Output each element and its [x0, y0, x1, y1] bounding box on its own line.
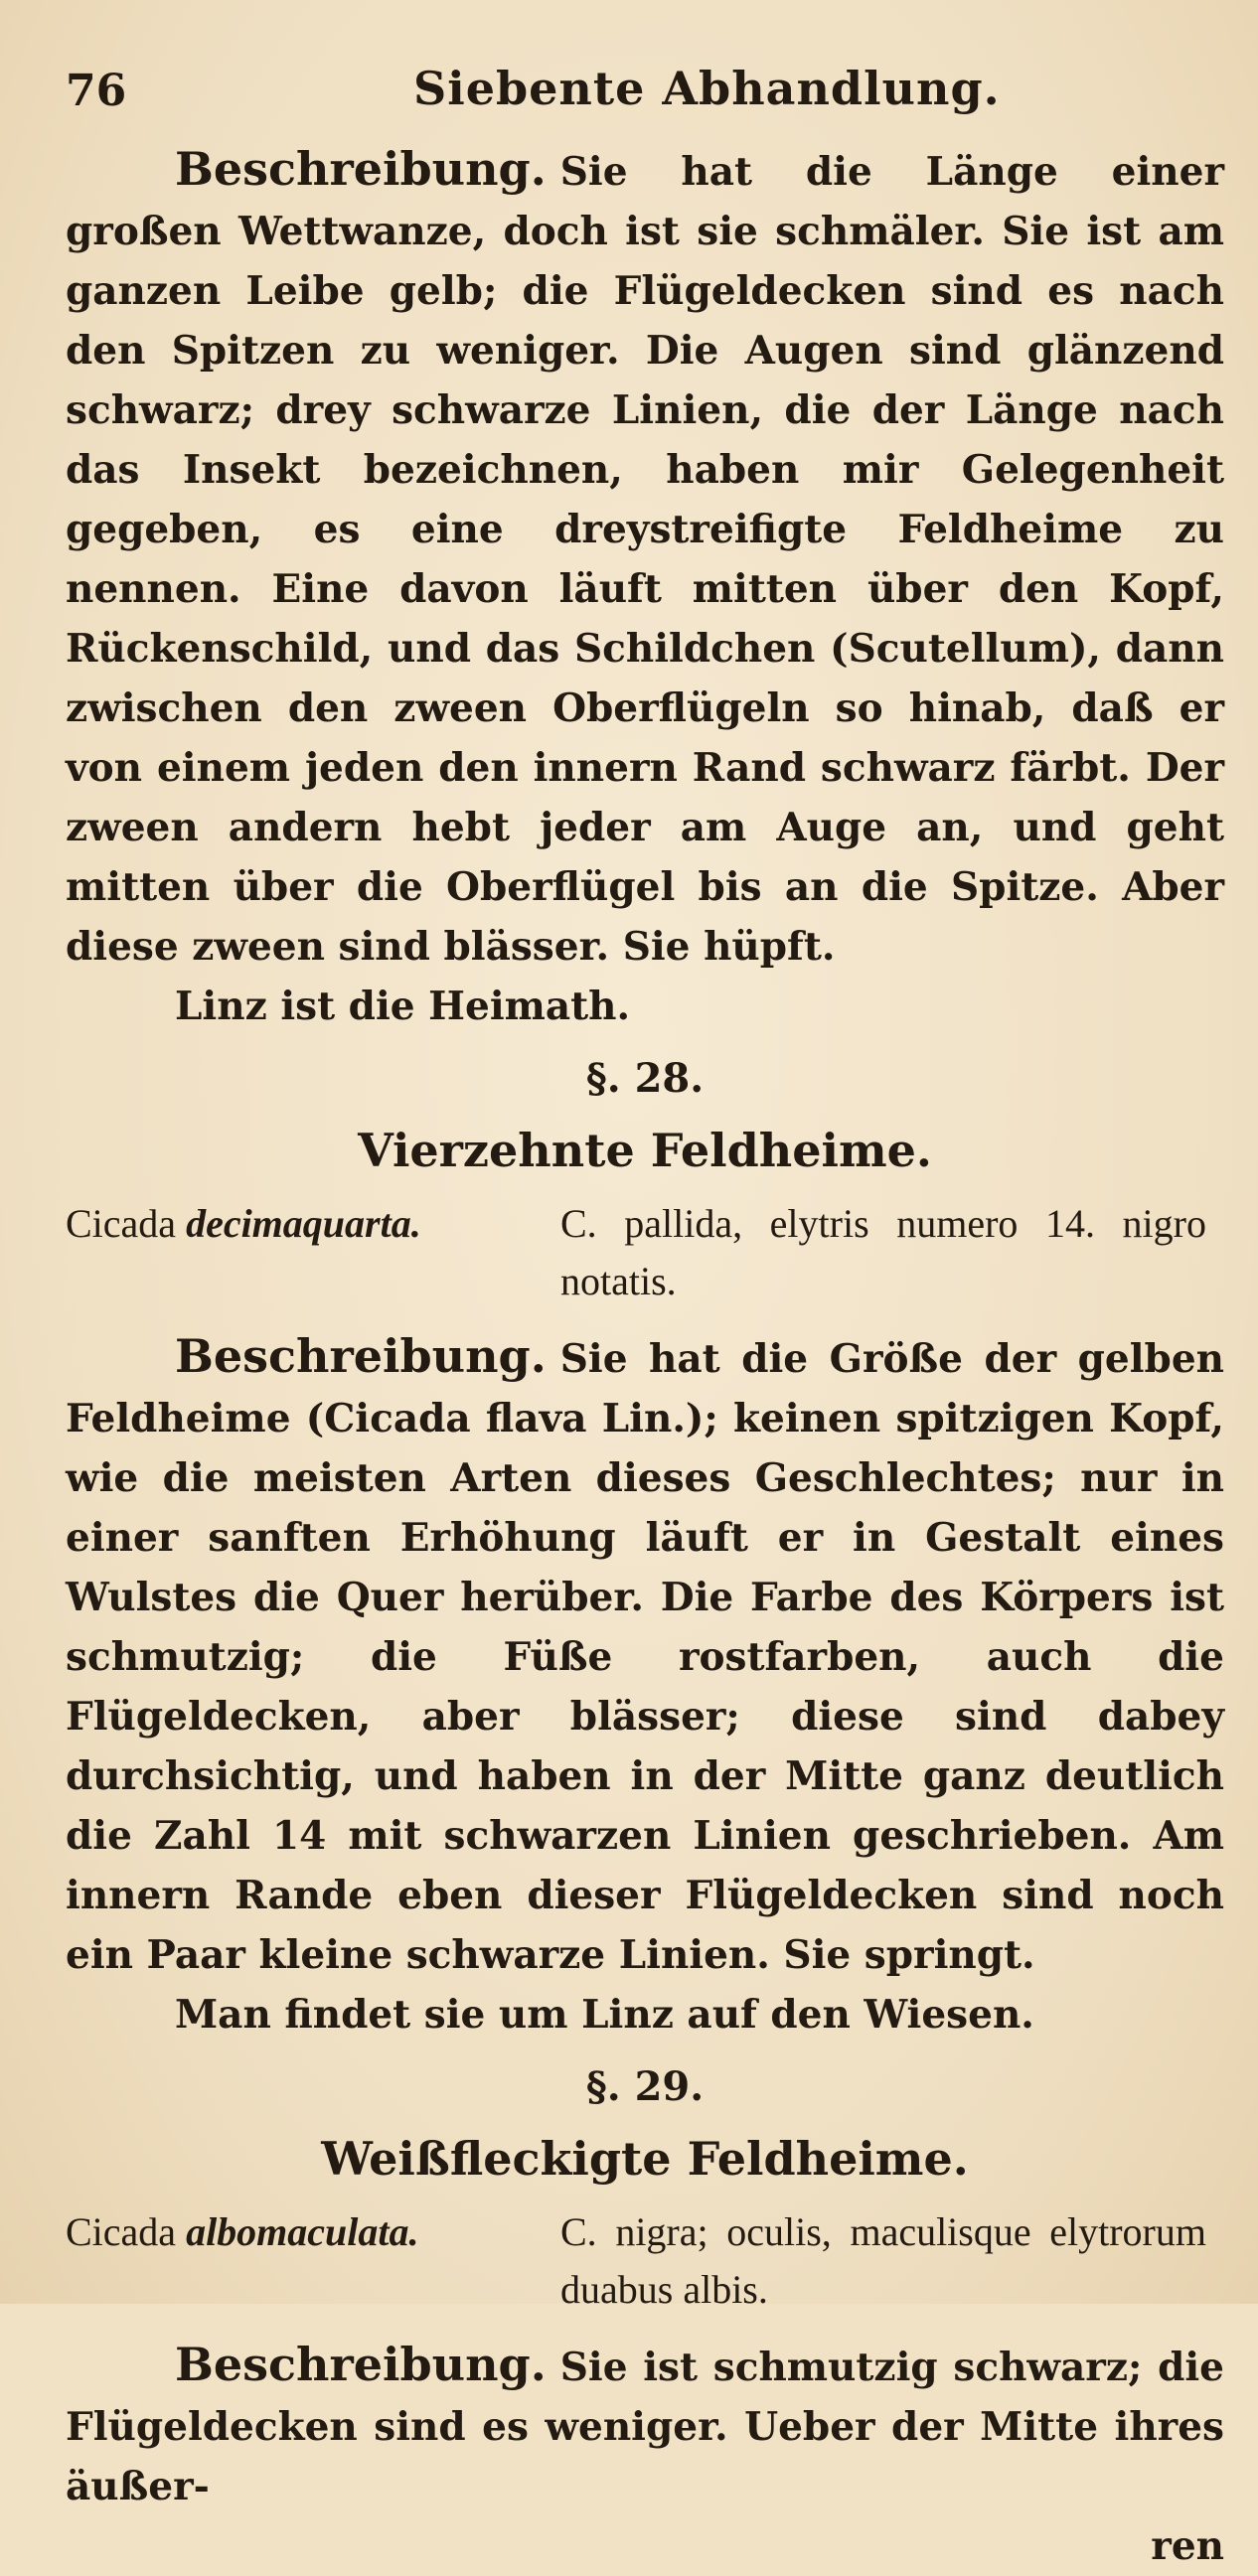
- section-heading: Vierzehnte Feldheime.: [358, 1124, 932, 1177]
- paragraph-text: Sie ist schmutzig schwarz; die Flügeldecken sind es weniger. Ueber der Mitte ihres äußer-: [66, 2345, 1224, 2509]
- habitat-line: Man findet sie um Linz auf den Wiesen.: [175, 1992, 1034, 2038]
- paragraph-lead: Beschreibung.: [175, 142, 547, 196]
- genus-name: Cicada: [66, 2209, 177, 2254]
- catchword: ren: [1151, 2523, 1224, 2569]
- section-number: §. 28.: [585, 1055, 705, 1102]
- species-epithet: decimaquarta.: [186, 1201, 421, 1246]
- species-name: [66, 2203, 560, 2261]
- species-name: [66, 1195, 560, 1253]
- habitat-line: Linz ist die Heimath.: [175, 984, 631, 1029]
- diagnosis-text: C. pallida, elytris numero 14. nigro notatis.: [560, 1201, 1206, 1303]
- page-number: 76: [66, 66, 127, 116]
- running-title: Siebente Abhandlung.: [413, 62, 1001, 115]
- description-paragraph: [66, 2335, 1224, 2516]
- diagnosis-text: C. nigra; oculis, maculisque elytrorum duabus albis.: [560, 2209, 1206, 2312]
- description-paragraph: [66, 139, 1224, 977]
- paragraph-text: Sie hat die Länge einer großen Wettwanze, doch ist sie schmäler. Sie ist am ganzen Leibe gelb; die Flügeldecken sind es nach den Spitzen zu weniger. Die Augen sind glänzend schwarz; drey schwarze Linien, die der Länge nach das Insekt bezeichnen, haben mir Gelegenheit gegeben, es eine dreystreifigte Feldheime zu nennen. Eine davon läuft mitten über den Kopf, Rückenschild, und das Schildchen (Scutellum), dann zwischen den zween Oberflügeln so hinab, daß er von einem jeden den innern Rand schwarz färbt. Der zween andern hebt jeder am Auge an, und geht mitten über die Oberflügel bis an die Spitze. Aber diese zween sind blässer. Sie hüpft.: [66, 149, 1224, 970]
- page-header: [66, 60, 1224, 139]
- paragraph-lead: Beschreibung.: [175, 2338, 547, 2391]
- description-paragraph: [66, 1326, 1224, 1985]
- paragraph-text: Sie hat die Größe der gelben Feldheime (Cicada flava Lin.); keinen spitzigen Kopf, wie die meisten Arten dieses Geschlechtes; nur in einer sanften Erhöhung läuft er in Gestalt eines Wulstes die Quer herüber. Die Farbe des Körpers ist schmutzig; die Füße rostfarben, auch die Flügeldecken, aber blässer; diese sind dabey durchsichtig, und haben in der Mitte ganz deutlich die Zahl 14 mit schwarzen Linien geschrieben. Am innern Rande eben dieser Flügeldecken sind noch ein Paar kleine schwarze Linien. Sie springt.: [66, 1336, 1224, 1978]
- species-epithet: albomaculata.: [186, 2209, 419, 2254]
- section-heading: Weißfleckigte Feldheime.: [321, 2132, 969, 2186]
- paragraph-lead: Beschreibung.: [175, 1329, 547, 1383]
- latin-diagnosis: [66, 1195, 1224, 1310]
- section-number: §. 29.: [585, 2063, 705, 2110]
- genus-name: Cicada: [66, 1201, 177, 1246]
- latin-diagnosis: [66, 2203, 1224, 2319]
